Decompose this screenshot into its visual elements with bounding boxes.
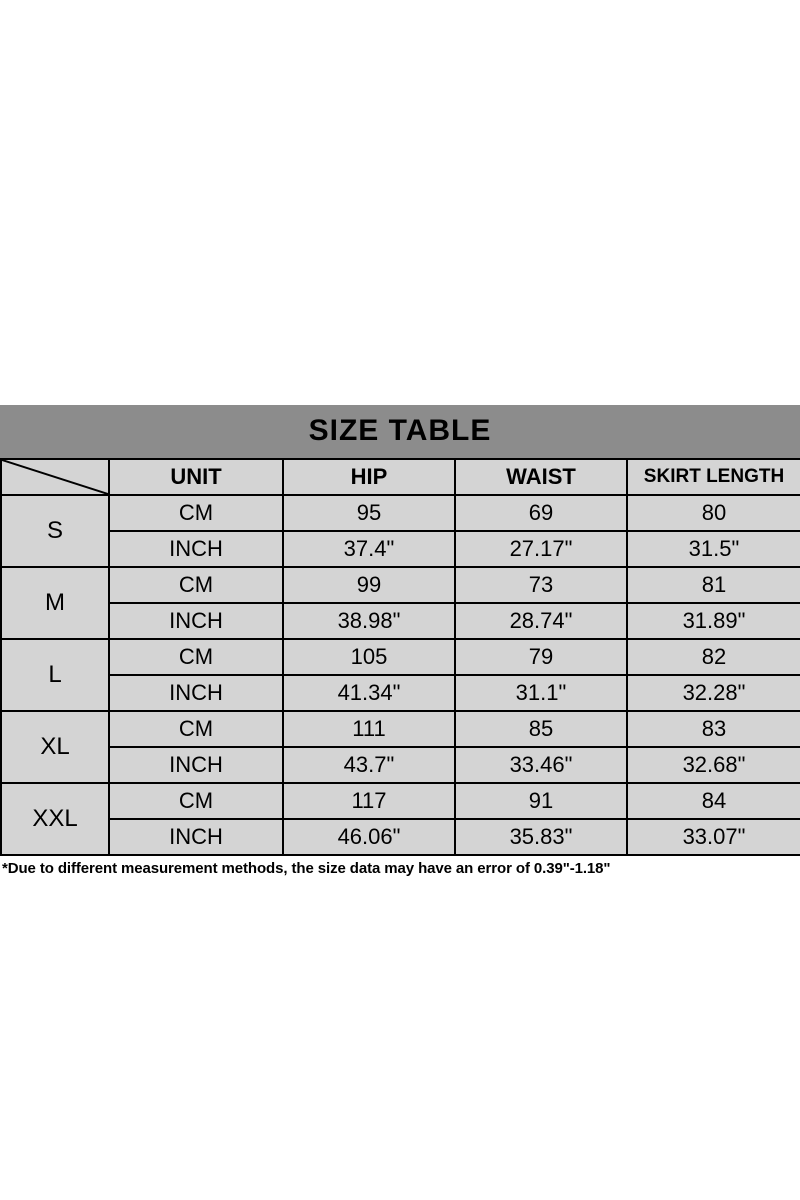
hip-value: 95	[283, 495, 455, 531]
unit-cell: INCH	[109, 531, 283, 567]
skirt-length-value: 32.28"	[627, 675, 800, 711]
waist-value: 69	[455, 495, 627, 531]
skirt-length-value: 31.5"	[627, 531, 800, 567]
skirt-length-value: 80	[627, 495, 800, 531]
table-row	[1, 531, 800, 567]
size-label-xl: XL	[1, 711, 109, 783]
unit-cell: CM	[109, 495, 283, 531]
waist-value: 85	[455, 711, 627, 747]
size-label-s: S	[1, 495, 109, 567]
hip-value: 38.98"	[283, 603, 455, 639]
column-header-waist: WAIST	[455, 459, 627, 495]
diagonal-slash-icon	[2, 460, 108, 494]
skirt-length-value: 33.07"	[627, 819, 800, 855]
size-label-xxl: XXL	[1, 783, 109, 855]
waist-value: 91	[455, 783, 627, 819]
unit-cell: INCH	[109, 819, 283, 855]
hip-value: 105	[283, 639, 455, 675]
page-title: SIZE TABLE	[0, 405, 800, 458]
waist-value: 27.17"	[455, 531, 627, 567]
skirt-length-value: 84	[627, 783, 800, 819]
size-label-l: L	[1, 639, 109, 711]
table-row	[1, 567, 800, 603]
waist-value: 28.74"	[455, 603, 627, 639]
skirt-length-value: 31.89"	[627, 603, 800, 639]
table-row	[1, 603, 800, 639]
hip-value: 41.34"	[283, 675, 455, 711]
waist-value: 35.83"	[455, 819, 627, 855]
unit-cell: CM	[109, 567, 283, 603]
waist-value: 79	[455, 639, 627, 675]
table-row	[1, 711, 800, 747]
table-row	[1, 639, 800, 675]
skirt-length-value: 81	[627, 567, 800, 603]
unit-cell: CM	[109, 639, 283, 675]
size-table	[0, 458, 800, 856]
column-header-hip: HIP	[283, 459, 455, 495]
column-header-skirt-length: SKIRT LENGTH	[627, 459, 800, 495]
hip-value: 111	[283, 711, 455, 747]
column-header-unit: UNIT	[109, 459, 283, 495]
skirt-length-value: 82	[627, 639, 800, 675]
unit-cell: INCH	[109, 747, 283, 783]
size-label-m: M	[1, 567, 109, 639]
table-row	[1, 675, 800, 711]
skirt-length-value: 32.68"	[627, 747, 800, 783]
hip-value: 43.7"	[283, 747, 455, 783]
unit-cell: INCH	[109, 675, 283, 711]
hip-value: 37.4"	[283, 531, 455, 567]
unit-cell: CM	[109, 711, 283, 747]
table-row	[1, 747, 800, 783]
waist-value: 33.46"	[455, 747, 627, 783]
size-chart	[0, 405, 800, 877]
unit-cell: INCH	[109, 603, 283, 639]
table-row	[1, 783, 800, 819]
skirt-length-value: 83	[627, 711, 800, 747]
hip-value: 46.06"	[283, 819, 455, 855]
hip-value: 117	[283, 783, 455, 819]
waist-value: 31.1"	[455, 675, 627, 711]
hip-value: 99	[283, 567, 455, 603]
unit-cell: CM	[109, 783, 283, 819]
waist-value: 73	[455, 567, 627, 603]
corner-diagonal-cell	[1, 459, 109, 495]
measurement-disclaimer: *Due to different measurement methods, the size data may have an error of 0.39"-1.18"	[0, 856, 800, 877]
table-row	[1, 819, 800, 855]
table-header-row	[1, 459, 800, 495]
table-row	[1, 495, 800, 531]
